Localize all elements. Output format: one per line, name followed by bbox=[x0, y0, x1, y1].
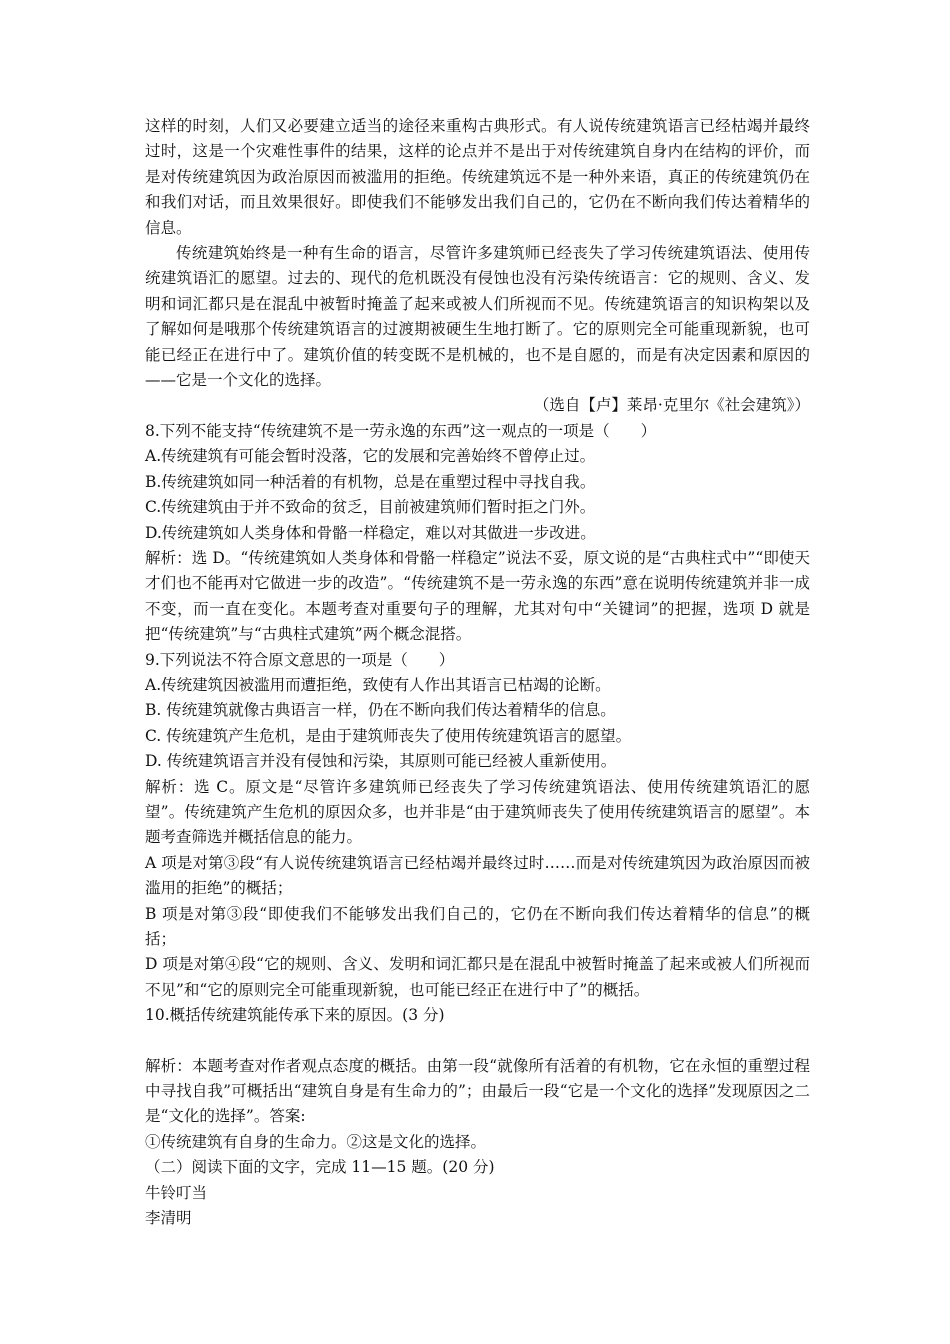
story-title: 牛铃叮当 bbox=[145, 1183, 208, 1202]
question-9-note-d: D 项是对第④段“它的规则、含义、发明和词汇都只是在混乱中被暂时掩盖了起来或被人们所视而不见”和“它的原则完全可能重现新貌，也可能已经正在进行中了”的概括。 bbox=[145, 955, 810, 999]
question-10-answer: ①传统建筑有自身的生命力。②这是文化的选择。 bbox=[145, 1132, 487, 1151]
answer-blank-space bbox=[145, 1029, 810, 1054]
passage-paragraph-2: 传统建筑始终是一种有生命的语言，尽管许多建筑师已经丧失了学习传统建筑语法、使用传统建筑语汇的愿望。过去的、现代的危机既没有侵蚀也没有污染传统语言：它的规则、含义、发明和词汇都只是在混乱中被暂时掩盖了起来或被人们所视而不见。传统建筑语言的知识构架以及了解如何是哦那个传统建筑语言的过渡期被硬生生地打断了。它的原则完全可能重现新貌，也可能已经正在进行中了。建筑价值的转变既不是机械的，也不是自愿的，而是有决定因素和原因的——它是一个文化的选择。 bbox=[145, 244, 810, 390]
question-9-analysis: 解析：选 C。原文是“尽管许多建筑师已经丧失了学习传统建筑语法、使用传统建筑语汇的愿望”。传统建筑产生危机的原因众多，也并非是“由于建筑师丧失了使用传统建筑语言的愿望”。本题考查筛选并概括信息的能力。 bbox=[145, 777, 810, 847]
question-8-stem: 8.下列不能支持“传统建筑不是一劳永逸的东西”这一观点的一项是（ ） bbox=[145, 421, 657, 440]
question-9-note-b: B 项是对第③段“即使我们不能够发出我们自己的，它仍在不断向我们传达着精华的信息”的概括； bbox=[145, 904, 810, 948]
question-9-note-a: A 项是对第③段“有人说传统建筑语言已经枯竭并最终过时……而是对传统建筑因为政治原因而被滥用的拒绝”的概括； bbox=[145, 853, 810, 898]
question-9-option-b: B. 传统建筑就像古典语言一样，仍在不断向我们传达着精华的信息。 bbox=[145, 701, 616, 720]
passage-source: （选自【卢】莱昂·克里尔《社会建筑》） bbox=[533, 396, 810, 415]
question-8-option-b: B.传统建筑如同一种活着的有机物，总是在重塑过程中寻找自我。 bbox=[145, 472, 596, 491]
question-9-stem: 9.下列说法不符合原文意思的一项是（ ） bbox=[145, 650, 455, 669]
question-9-option-a: A.传统建筑因被滥用而遭拒绝，致使有人作出其语言已枯竭的论断。 bbox=[145, 675, 611, 694]
document-page bbox=[145, 114, 810, 1231]
question-8-option-d: D.传统建筑如人类身体和骨骼一样稳定，难以对其做进一步改进。 bbox=[145, 523, 596, 542]
question-8-analysis: 解析：选 D。“传统建筑如人类身体和骨骼一样稳定”说法不妥，原文说的是“古典柱式中”“即使天才们也不能再对它做进一步的改造”。“传统建筑不是一劳永逸的东西”意在说明传统建筑并非一成不变，而一直在变化。本题考查对重要句子的理解，尤其对句中“关键词”的把握，选项 D 就是把“传统建筑”与“古典柱式建筑”两个概念混搭。 bbox=[145, 548, 810, 644]
question-9-option-c: C. 传统建筑产生危机，是由于建筑师丧失了使用传统建筑语言的愿望。 bbox=[145, 726, 632, 745]
question-8-option-c: C.传统建筑由于并不致命的贫乏，目前被建筑师们暂时拒之门外。 bbox=[145, 498, 596, 517]
section-2-heading: （二）阅读下面的文字，完成 11—15 题。(20 分) bbox=[145, 1158, 495, 1177]
question-10-analysis: 解析：本题考查对作者观点态度的概括。由第一段“就像所有活着的有机物，它在永恒的重塑过程中寻找自我”可概括出“建筑自身是有生命力的”；由最后一段“它是一个文化的选择”发现原因之二是“文化的选择”。答案: bbox=[145, 1056, 810, 1126]
story-author: 李清明 bbox=[145, 1209, 192, 1228]
question-8-option-a: A.传统建筑有可能会暂时没落，它的发展和完善始终不曾停止过。 bbox=[145, 447, 596, 466]
question-9-option-d: D. 传统建筑语言并没有侵蚀和污染，其原则可能已经被人重新使用。 bbox=[145, 752, 617, 771]
question-10-stem: 10.概括传统建筑能传承下来的原因。(3 分) bbox=[145, 1006, 445, 1025]
passage-paragraph-1: 这样的时刻，人们又必要建立适当的途径来重构古典形式。有人说传统建筑语言已经枯竭并最终过时，这是一个灾难性事件的结果，这样的论点并不是出于对传统建筑自身内在结构的评价，而是对传统建筑因为政治原因而被滥用的拒绝。传统建筑远不是一种外来语，真正的传统建筑仍在和我们对话，而且效果很好。即使我们不能够发出我们自己的，它仍在不断向我们传达着精华的信息。 bbox=[145, 117, 810, 237]
